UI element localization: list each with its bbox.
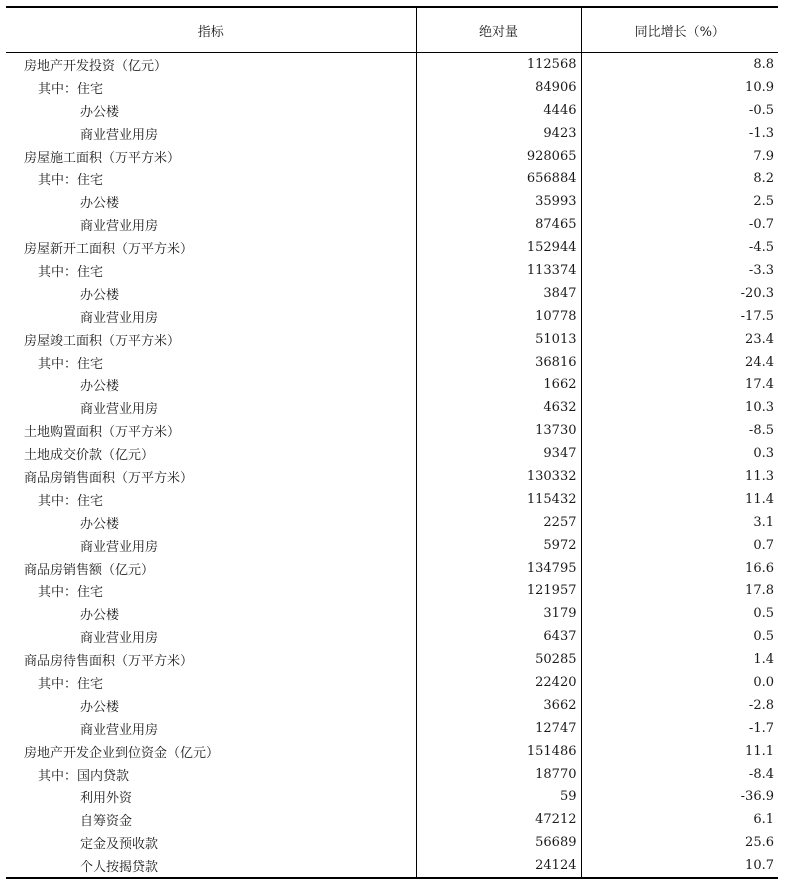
indicator-cell — [6, 53, 416, 76]
absolute-value-cell: 12747 — [416, 717, 581, 740]
absolute-value-cell: 9423 — [416, 122, 581, 145]
indicator-label: 办公楼 — [80, 287, 120, 303]
indicator-cell — [6, 328, 416, 351]
indicator-label: 办公楼 — [80, 379, 120, 395]
indicator-cell — [6, 396, 416, 419]
indicator-label: 办公楼 — [80, 516, 120, 532]
absolute-value-cell: 1662 — [416, 373, 581, 396]
yoy-growth-cell: 16.6 — [745, 560, 774, 576]
table-row — [6, 488, 778, 511]
indicator-label: 商业营业用房 — [80, 219, 159, 235]
table-header — [6, 7, 778, 53]
indicator-cell — [6, 763, 416, 786]
absolute-value-cell: 84906 — [416, 76, 581, 99]
absolute-value-cell: 50285 — [416, 648, 581, 671]
table-row — [6, 763, 778, 786]
absolute-value-cell: 134795 — [416, 557, 581, 580]
yoy-growth-cell: -8.5 — [748, 423, 774, 439]
indicator-cell — [6, 808, 416, 831]
absolute-value-cell: 130332 — [416, 465, 581, 488]
indicator-cell — [6, 419, 416, 442]
table-row — [6, 396, 778, 419]
absolute-value-cell: 2257 — [416, 511, 581, 534]
table-row — [6, 442, 778, 465]
table-row — [6, 190, 778, 213]
indicator-label: 其中：住宅 — [38, 356, 104, 372]
real-estate-statistics-table — [6, 6, 778, 879]
table-row — [6, 648, 778, 671]
indicator-label: 办公楼 — [80, 608, 120, 624]
indicator-cell — [6, 282, 416, 305]
table-row — [6, 671, 778, 694]
table-row — [6, 534, 778, 557]
header-row — [6, 7, 778, 53]
indicator-label: 土地成交价款（亿元） — [24, 448, 155, 464]
absolute-value-cell: 656884 — [416, 167, 581, 190]
indicator-label: 房地产开发投资（亿元） — [24, 58, 168, 74]
table-row — [6, 465, 778, 488]
table-row — [6, 717, 778, 740]
yoy-growth-cell: -36.9 — [740, 789, 774, 805]
indicator-cell — [6, 717, 416, 740]
yoy-growth-cell: 11.1 — [745, 743, 774, 759]
table-row — [6, 740, 778, 763]
table-row — [6, 557, 778, 580]
yoy-growth-cell: -0.7 — [748, 217, 774, 233]
absolute-value-cell: 115432 — [416, 488, 581, 511]
absolute-value-cell: 13730 — [416, 419, 581, 442]
table-row — [6, 625, 778, 648]
absolute-value-cell: 3179 — [416, 602, 581, 625]
absolute-value-cell: 152944 — [416, 236, 581, 259]
yoy-growth-cell: 8.2 — [753, 171, 774, 187]
indicator-cell — [6, 76, 416, 99]
indicator-cell — [6, 122, 416, 145]
indicator-label: 商品房销售面积（万平方米） — [24, 470, 194, 486]
yoy-growth-cell: 24.4 — [745, 354, 774, 370]
indicator-label: 商业营业用房 — [80, 631, 159, 647]
indicator-label: 房屋施工面积（万平方米） — [24, 150, 181, 166]
absolute-value-cell: 18770 — [416, 763, 581, 786]
yoy-growth-cell: 8.8 — [753, 56, 774, 72]
indicator-label: 土地购置面积（万平方米） — [24, 425, 181, 441]
yoy-growth-cell: 2.5 — [753, 194, 774, 210]
indicator-cell — [6, 465, 416, 488]
indicator-label: 商品房销售额（亿元） — [24, 562, 155, 578]
yoy-growth-cell: 0.3 — [753, 446, 774, 462]
indicator-cell — [6, 557, 416, 580]
indicator-cell — [6, 625, 416, 648]
table-row — [6, 351, 778, 374]
yoy-growth-cell: 10.9 — [745, 79, 774, 95]
yoy-growth-cell: -1.3 — [748, 125, 774, 141]
table-row — [6, 259, 778, 282]
table-row — [6, 579, 778, 602]
yoy-growth-cell: -17.5 — [740, 308, 774, 324]
absolute-value-cell: 10778 — [416, 305, 581, 328]
yoy-growth-cell: -1.7 — [748, 720, 774, 736]
absolute-value-cell: 9347 — [416, 442, 581, 465]
yoy-growth-cell: -8.4 — [748, 766, 774, 782]
yoy-growth-cell: 3.1 — [753, 514, 774, 530]
table-row — [6, 373, 778, 396]
table-row — [6, 419, 778, 442]
table-row — [6, 213, 778, 236]
table-body — [6, 53, 778, 879]
indicator-label: 办公楼 — [80, 104, 120, 120]
indicator-label: 其中：国内贷款 — [38, 768, 130, 784]
yoy-growth-cell: 1.4 — [753, 652, 774, 668]
indicator-cell — [6, 213, 416, 236]
indicator-cell — [6, 99, 416, 122]
header-absolute-value: 绝对量 — [416, 7, 581, 53]
indicator-label: 其中：住宅 — [38, 81, 104, 97]
yoy-growth-cell: 0.7 — [753, 537, 774, 553]
yoy-growth-cell: 25.6 — [745, 835, 774, 851]
indicator-label: 房屋竣工面积（万平方米） — [24, 333, 181, 349]
yoy-growth-cell: 6.1 — [753, 812, 774, 828]
table-row — [6, 53, 778, 76]
indicator-label: 办公楼 — [80, 699, 120, 715]
absolute-value-cell: 51013 — [416, 328, 581, 351]
indicator-label: 房地产开发企业到位资金（亿元） — [24, 745, 220, 761]
absolute-value-cell: 59 — [416, 786, 581, 809]
table-row — [6, 122, 778, 145]
indicator-cell — [6, 190, 416, 213]
yoy-growth-cell: 10.7 — [745, 858, 774, 874]
indicator-label: 定金及预收款 — [80, 837, 159, 853]
yoy-growth-cell: 0.5 — [753, 629, 774, 645]
indicator-label: 其中：住宅 — [38, 493, 104, 509]
table-row — [6, 694, 778, 717]
statistics-table-container — [6, 6, 778, 879]
indicator-label: 商业营业用房 — [80, 722, 159, 738]
yoy-growth-cell: -4.5 — [748, 240, 774, 256]
indicator-cell — [6, 648, 416, 671]
yoy-growth-cell: 10.3 — [745, 400, 774, 416]
indicator-cell — [6, 831, 416, 854]
yoy-growth-cell: -20.3 — [740, 285, 774, 301]
absolute-value-cell: 4632 — [416, 396, 581, 419]
absolute-value-cell: 24124 — [416, 854, 581, 878]
yoy-growth-cell: 17.4 — [745, 377, 774, 393]
indicator-cell — [6, 259, 416, 282]
table-row — [6, 282, 778, 305]
indicator-cell — [6, 854, 416, 878]
yoy-growth-cell: 7.9 — [753, 148, 774, 164]
yoy-growth-cell: 23.4 — [745, 331, 774, 347]
indicator-cell — [6, 167, 416, 190]
absolute-value-cell: 87465 — [416, 213, 581, 236]
absolute-value-cell: 5972 — [416, 534, 581, 557]
header-yoy-growth: 同比增长（%） — [581, 7, 778, 53]
indicator-label: 个人按揭贷款 — [80, 860, 159, 876]
indicator-cell — [6, 534, 416, 557]
yoy-growth-cell: 11.3 — [745, 468, 774, 484]
indicator-cell — [6, 373, 416, 396]
yoy-growth-cell: 17.8 — [745, 583, 774, 599]
indicator-cell — [6, 579, 416, 602]
table-row — [6, 854, 778, 878]
absolute-value-cell: 4446 — [416, 99, 581, 122]
indicator-label: 其中：住宅 — [38, 585, 104, 601]
indicator-label: 商品房待售面积（万平方米） — [24, 654, 194, 670]
indicator-label: 商业营业用房 — [80, 402, 159, 418]
table-row — [6, 808, 778, 831]
absolute-value-cell: 22420 — [416, 671, 581, 694]
table-row — [6, 236, 778, 259]
absolute-value-cell: 6437 — [416, 625, 581, 648]
header-indicator: 指标 — [6, 7, 416, 53]
table-row — [6, 305, 778, 328]
indicator-cell — [6, 694, 416, 717]
indicator-cell — [6, 488, 416, 511]
table-row — [6, 831, 778, 854]
absolute-value-cell: 113374 — [416, 259, 581, 282]
indicator-cell — [6, 602, 416, 625]
absolute-value-cell: 35993 — [416, 190, 581, 213]
indicator-label: 商业营业用房 — [80, 539, 159, 555]
yoy-growth-cell: 0.0 — [753, 674, 774, 690]
yoy-growth-cell: -3.3 — [748, 262, 774, 278]
absolute-value-cell: 151486 — [416, 740, 581, 763]
indicator-label: 其中：住宅 — [38, 676, 104, 692]
indicator-cell — [6, 351, 416, 374]
absolute-value-cell: 36816 — [416, 351, 581, 374]
indicator-cell — [6, 305, 416, 328]
yoy-growth-cell: -0.5 — [748, 102, 774, 118]
indicator-cell — [6, 511, 416, 534]
indicator-label: 办公楼 — [80, 196, 120, 212]
absolute-value-cell: 3847 — [416, 282, 581, 305]
indicator-cell — [6, 786, 416, 809]
absolute-value-cell: 3662 — [416, 694, 581, 717]
indicator-label: 商业营业用房 — [80, 310, 159, 326]
indicator-cell — [6, 671, 416, 694]
absolute-value-cell: 47212 — [416, 808, 581, 831]
table-row — [6, 786, 778, 809]
indicator-label: 自筹资金 — [80, 814, 133, 830]
indicator-cell — [6, 236, 416, 259]
table-row — [6, 511, 778, 534]
absolute-value-cell: 928065 — [416, 145, 581, 168]
absolute-value-cell: 56689 — [416, 831, 581, 854]
yoy-growth-cell: 11.4 — [745, 491, 774, 507]
table-row — [6, 145, 778, 168]
indicator-cell — [6, 145, 416, 168]
absolute-value-cell: 112568 — [416, 53, 581, 76]
yoy-growth-cell: -2.8 — [748, 697, 774, 713]
table-row — [6, 76, 778, 99]
indicator-label: 房屋新开工面积（万平方米） — [24, 242, 194, 258]
table-row — [6, 328, 778, 351]
yoy-growth-cell: 0.5 — [753, 606, 774, 622]
indicator-label: 利用外资 — [80, 791, 133, 807]
absolute-value-cell: 121957 — [416, 579, 581, 602]
indicator-label: 其中：住宅 — [38, 264, 104, 280]
table-row — [6, 602, 778, 625]
indicator-label: 商业营业用房 — [80, 127, 159, 143]
table-row — [6, 99, 778, 122]
indicator-cell — [6, 740, 416, 763]
table-row — [6, 167, 778, 190]
indicator-label: 其中：住宅 — [38, 173, 104, 189]
indicator-cell — [6, 442, 416, 465]
